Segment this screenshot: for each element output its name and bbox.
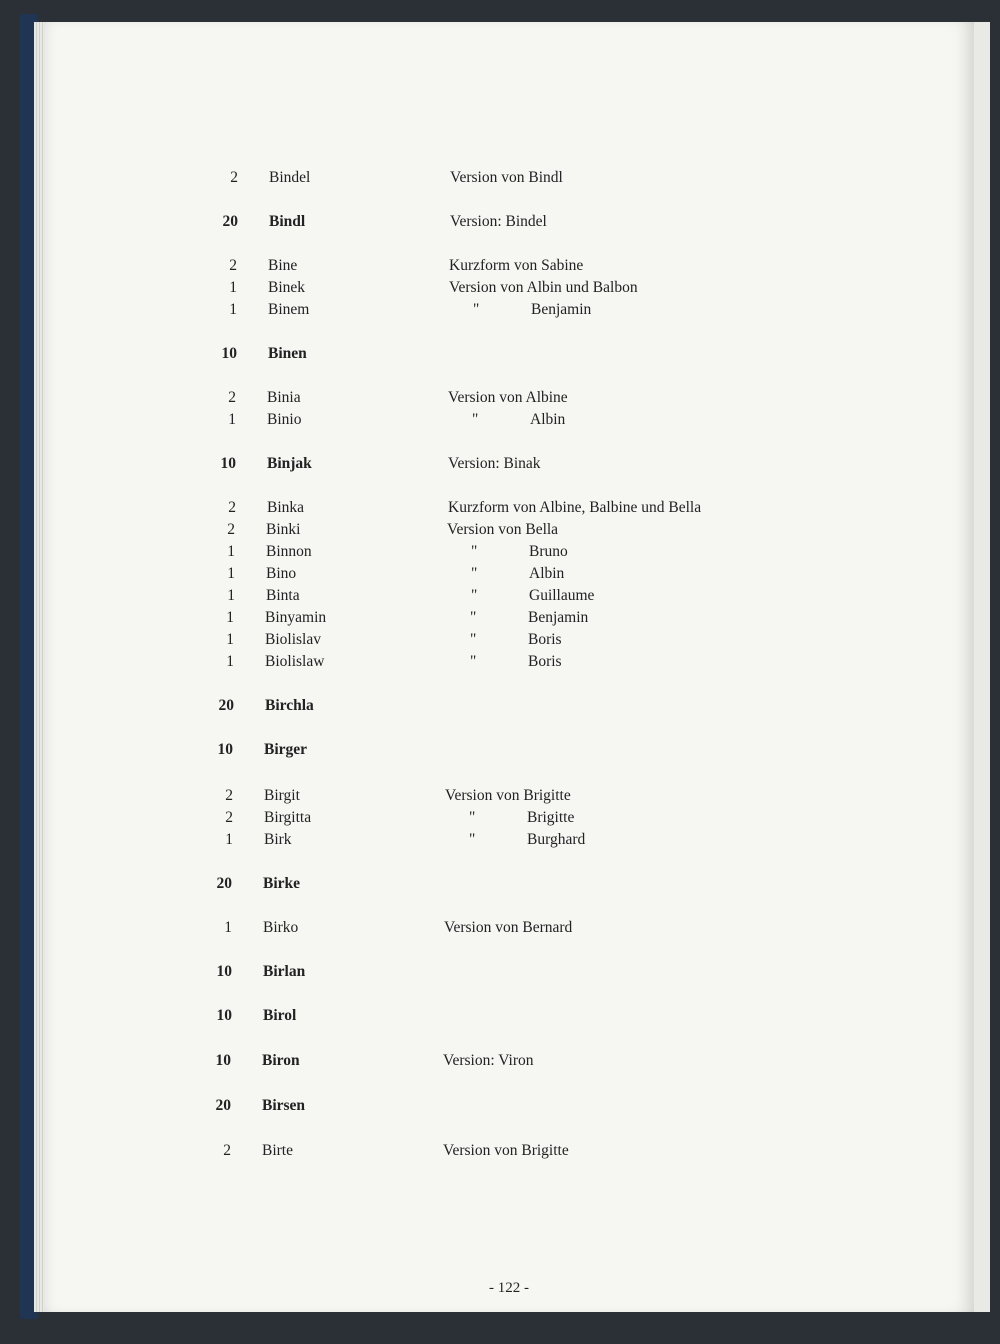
entry-description: Kurzform von Sabine [449, 257, 584, 274]
entry-count: 2 [230, 169, 238, 186]
entry-reference: Burghard [527, 831, 586, 848]
entry-name: Binen [268, 345, 307, 362]
entry-name: Birol [263, 1007, 297, 1024]
entry-name: Bindl [269, 213, 306, 230]
entry-count: 20 [222, 213, 238, 230]
entry-count: 10 [215, 1052, 231, 1069]
entry-name: Biolislaw [265, 653, 325, 670]
entry-count: 2 [225, 787, 233, 804]
list-item [44, 1052, 974, 1076]
entry-name: Binia [267, 389, 301, 406]
entry-description: Version von Bella [447, 521, 559, 538]
entry-name: Bindel [269, 169, 311, 186]
entry-count: 2 [225, 809, 233, 826]
entry-name: Birk [264, 831, 292, 848]
ditto-mark: " [469, 831, 476, 848]
ditto-mark: " [472, 411, 479, 428]
ditto-mark: " [470, 653, 477, 670]
list-item [44, 587, 974, 611]
next-page-edge [974, 22, 990, 1312]
entry-name: Birger [264, 741, 308, 758]
list-item [44, 809, 974, 833]
entry-name: Birke [263, 875, 301, 892]
book-page [44, 22, 974, 1312]
entry-reference: Albin [529, 565, 565, 582]
entry-description: Version von Bindl [450, 169, 563, 186]
entry-name: Birlan [263, 963, 306, 980]
entry-reference: Benjamin [528, 609, 589, 626]
list-item [44, 609, 974, 633]
list-item [44, 499, 974, 523]
entry-name: Binnon [266, 543, 312, 560]
list-item [44, 455, 974, 479]
list-item [44, 257, 974, 281]
entry-reference: Guillaume [529, 587, 595, 604]
entry-count: 20 [218, 697, 234, 714]
entry-reference: Brigitte [527, 809, 575, 826]
entry-count: 1 [225, 831, 233, 848]
list-item [44, 301, 974, 325]
list-item [44, 411, 974, 435]
entry-name: Binta [266, 587, 300, 604]
list-item [44, 213, 974, 237]
list-item [44, 279, 974, 303]
ditto-mark: " [471, 587, 478, 604]
entry-description: Version von Brigitte [445, 787, 571, 804]
entry-name: Binem [268, 301, 310, 318]
ditto-mark: " [473, 301, 480, 318]
entry-count: 2 [229, 257, 237, 274]
ditto-mark: " [470, 631, 477, 648]
entry-name: Bine [268, 257, 298, 274]
entry-description: Version: Bindel [450, 213, 547, 230]
entry-name: Binek [268, 279, 306, 296]
entry-description: Version: Viron [443, 1052, 534, 1069]
entry-name: Birte [262, 1142, 293, 1159]
list-item [44, 389, 974, 413]
list-item [44, 787, 974, 811]
entry-count: 10 [221, 345, 237, 362]
entry-description: Version von Bernard [444, 919, 573, 936]
entry-count: 1 [226, 653, 234, 670]
entry-count: 2 [227, 521, 235, 538]
entry-name: Bino [266, 565, 297, 582]
list-item [44, 543, 974, 567]
entry-name: Binjak [267, 455, 312, 472]
entry-reference: Bruno [529, 543, 568, 560]
entry-description: Version von Brigitte [443, 1142, 569, 1159]
list-item [44, 697, 974, 721]
list-item [44, 1007, 974, 1031]
entry-reference: Albin [530, 411, 566, 428]
page-number: - 122 - [489, 1280, 529, 1296]
ditto-mark: " [471, 543, 478, 560]
entry-name: Birgitta [264, 809, 312, 826]
entry-reference: Boris [528, 653, 562, 670]
list-item [44, 919, 974, 943]
entry-count: 2 [228, 389, 236, 406]
entry-count: 1 [229, 301, 237, 318]
entry-name: Binki [266, 521, 301, 538]
list-item [44, 831, 974, 855]
entry-count: 1 [227, 587, 235, 604]
list-item [44, 565, 974, 589]
entry-description: Version von Albin und Balbon [449, 279, 638, 296]
name-entries-list [44, 22, 974, 1222]
entry-count: 10 [216, 963, 232, 980]
entry-description: Version von Albine [448, 389, 568, 406]
entry-count: 10 [216, 1007, 232, 1024]
entry-count: 10 [217, 741, 233, 758]
entry-count: 20 [215, 1097, 231, 1114]
entry-count: 1 [229, 279, 237, 296]
list-item [44, 741, 974, 765]
list-item [44, 1097, 974, 1121]
entry-name: Binka [267, 499, 305, 516]
ditto-mark: " [470, 609, 477, 626]
entry-description: Version: Binak [448, 455, 541, 472]
entry-name: Binyamin [265, 609, 327, 626]
entry-reference: Boris [528, 631, 562, 648]
entry-name: Binio [267, 411, 302, 428]
entry-description: Kurzform von Albine, Balbine und Bella [448, 499, 702, 516]
entry-reference: Benjamin [531, 301, 592, 318]
entry-count: 1 [228, 411, 236, 428]
list-item [44, 521, 974, 545]
ditto-mark: " [471, 565, 478, 582]
list-item [44, 1142, 974, 1166]
list-item [44, 653, 974, 677]
entry-count: 1 [226, 609, 234, 626]
entry-name: Birko [263, 919, 299, 936]
entry-name: Birsen [262, 1097, 306, 1114]
entry-name: Birgit [264, 787, 300, 804]
entry-count: 1 [226, 631, 234, 648]
entry-name: Biron [262, 1052, 300, 1069]
entry-name: Birchla [265, 697, 314, 714]
list-item [44, 875, 974, 899]
entry-count: 2 [228, 499, 236, 516]
list-item [44, 631, 974, 655]
list-item [44, 169, 974, 193]
entry-count: 10 [220, 455, 236, 472]
list-item [44, 963, 974, 987]
entry-name: Biolislav [265, 631, 321, 648]
entry-count: 2 [223, 1142, 231, 1159]
entry-count: 1 [227, 565, 235, 582]
entry-count: 20 [216, 875, 232, 892]
ditto-mark: " [469, 809, 476, 826]
list-item [44, 345, 974, 369]
entry-count: 1 [224, 919, 232, 936]
entry-count: 1 [227, 543, 235, 560]
